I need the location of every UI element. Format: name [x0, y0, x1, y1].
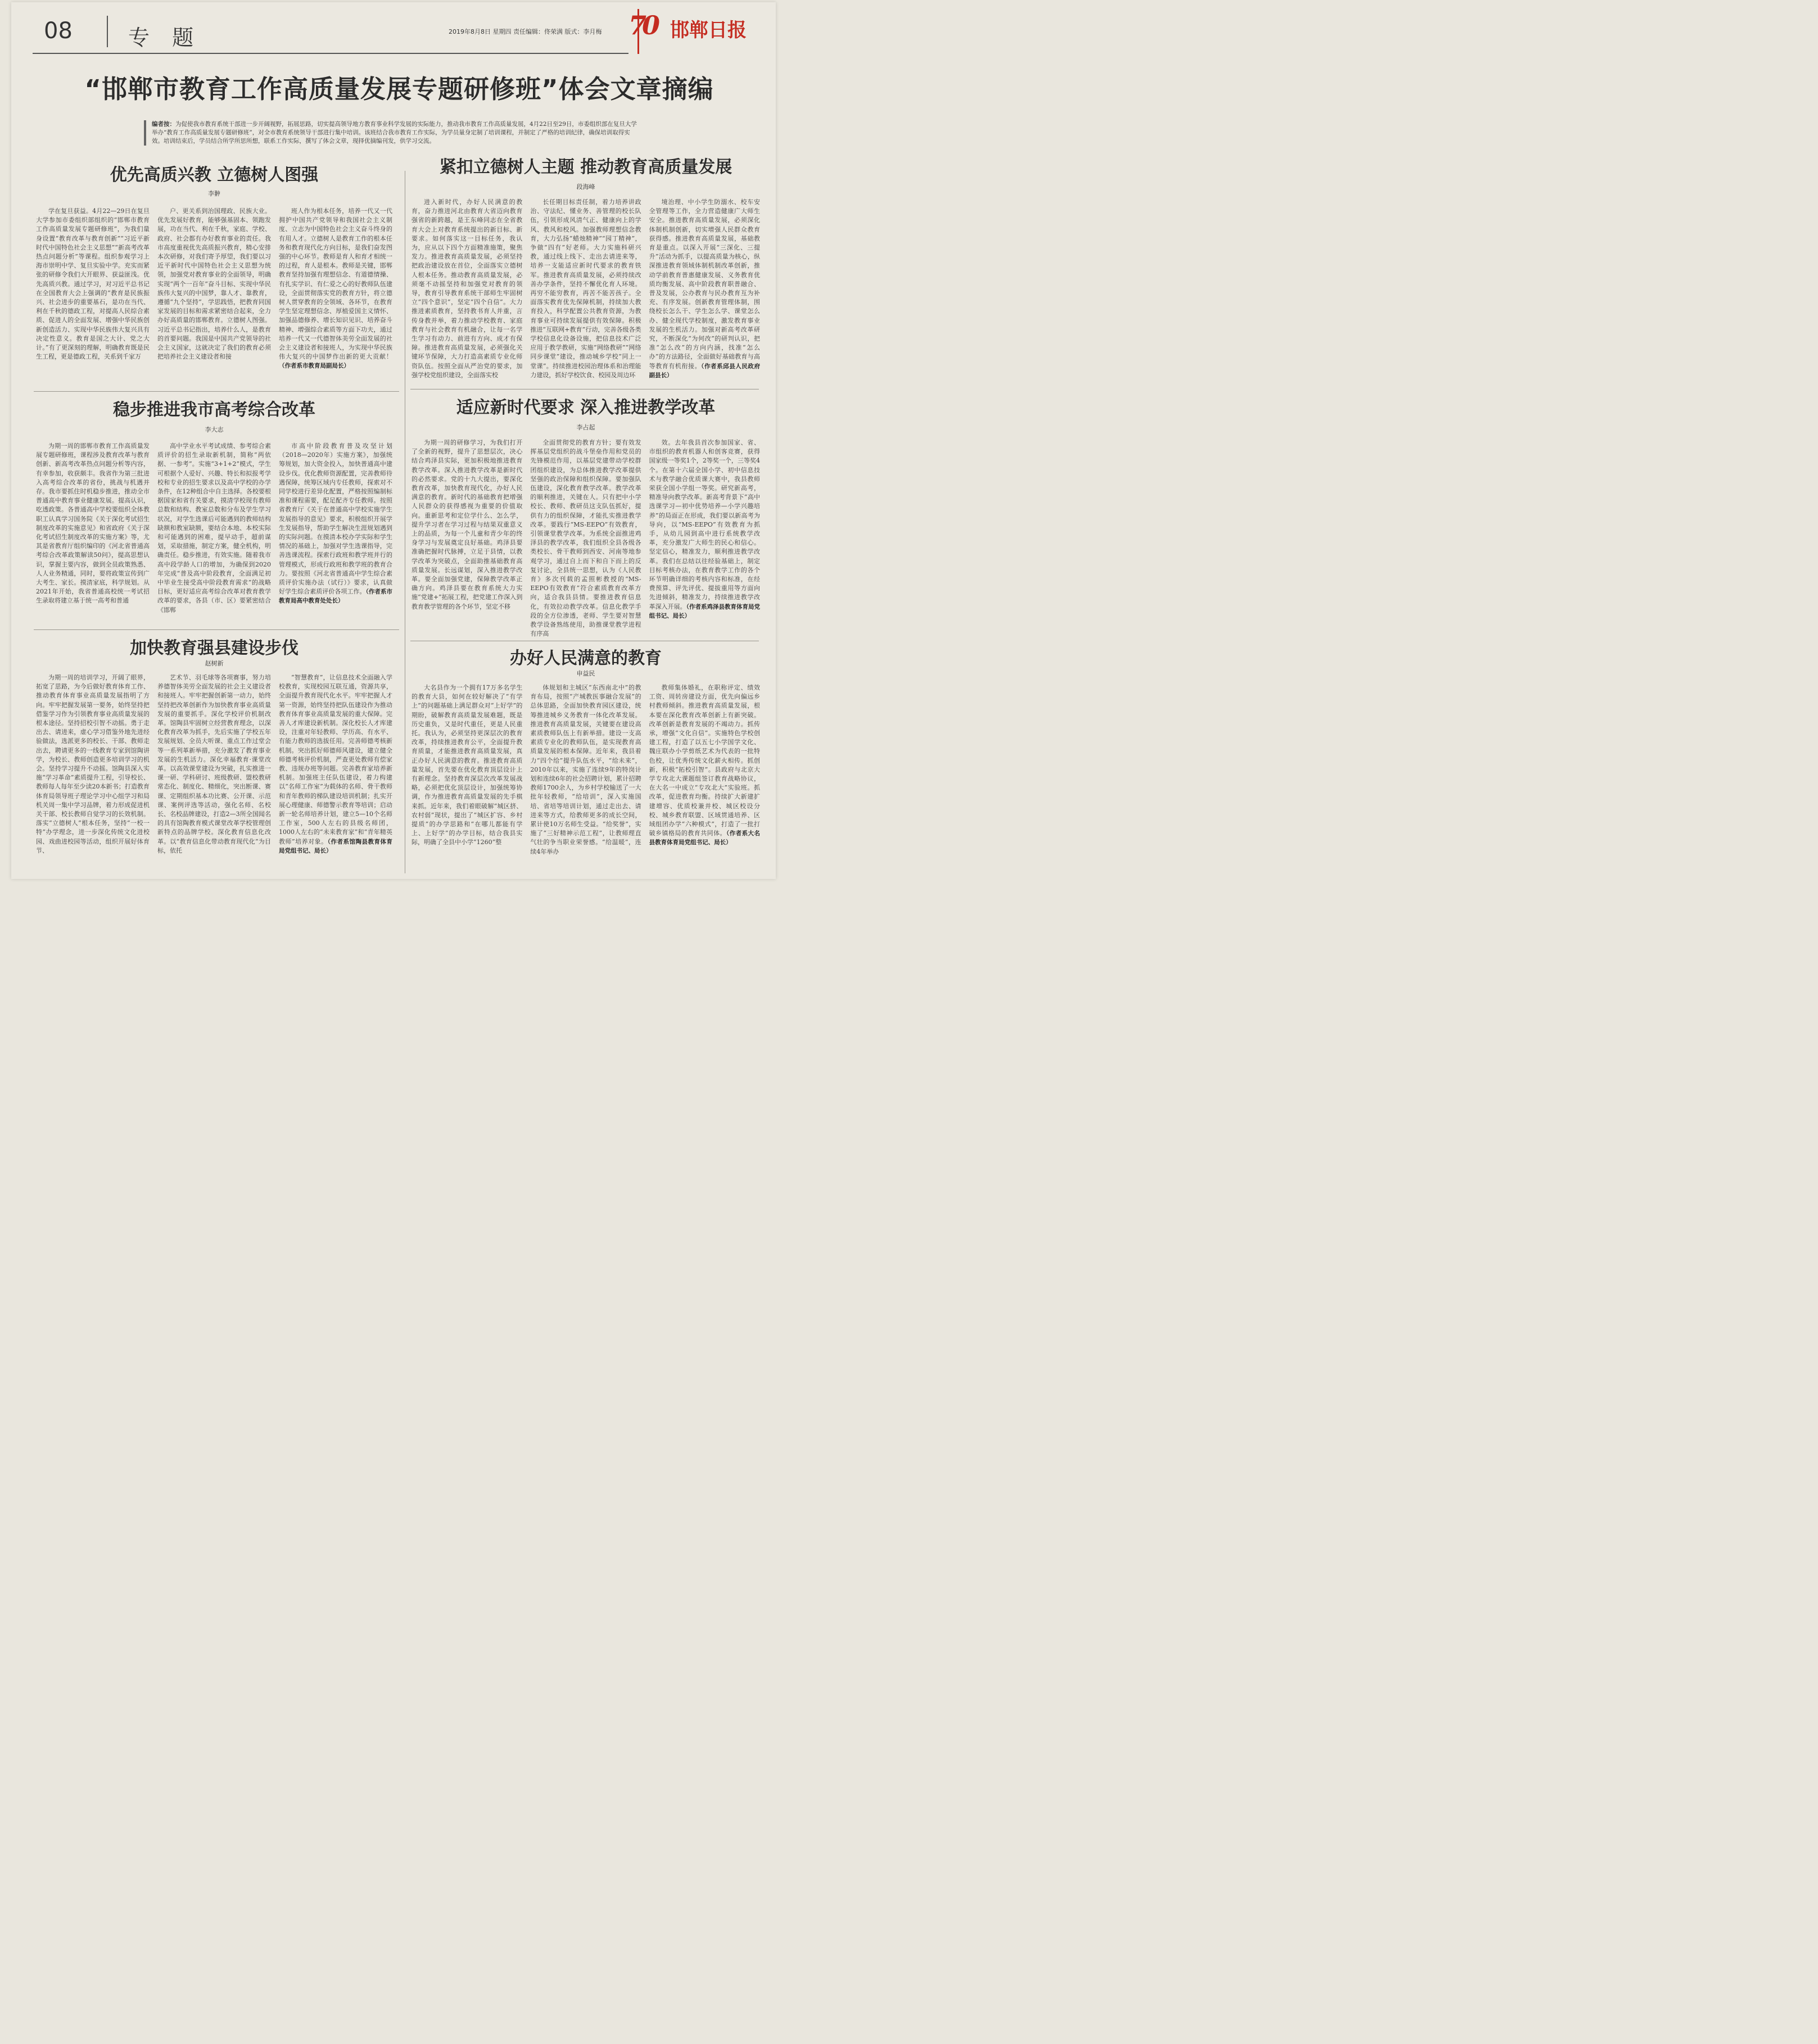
editor-note-body: 为促使我市教育系统干部进一步开阔视野，拓展思路，切实提高领导地方教育事业科学发展的实际能力，推动我市教育工作高质量发展，4月22日至29日，市委组织部在复旦大学举办“教育工作高质量发展专题研修班”，对全市教育系统领导干部进行集中培训。该班结合我市教育工作实际，为学员量身定制了培训课程，并制定了严格的培训纪律，确保培训取得实效。培训结束后，学员结合所学所思所想，联系工作实际，撰写了体会文章，现择优摘编刊发，供学习交流。 — [152, 121, 637, 144]
article-column: 艺术节、羽毛球等各项赛事，努力培养德智体美劳全面发展的社会主义建设者和接班人。牢牢把握创新第一动力，始终坚持把改革创新作为加快教育事业高质量发展的重要抓手。深化学校评价机制改革。馆陶县牢固树立经营教育理念，以深化教育改革为抓手，先后实施了学校五年发展规划、全员大听课、重点工作过堂会等一系列革新举措，充分激发了教育事业发展的生机活力。深化幸福教育·课堂改革。以高效课堂建设为突破，扎实推进一课一研、学科研讨、班级教研、盟校教研常态化、制度化、精细化，突出断课、赛课、定期组织基本功比赛、公开课、示范课、案例评选等活动，强化名师、名校长、名校品牌建设，打造2—3所全国闻名的具有馆陶教育模式课堂改革学校管理创新特点的品牌学校。深化教育信息化改革。以“教育信息化带动教育现代化”为目标，依托 — [157, 674, 271, 854]
article-column: 长任期目标责任制，着力培养讲政治、守法纪、懂业务、善管理的校长队伍，引领形成风清气正、健康向上的学风、教风和校风。加强教师理想信念教育，大力弘扬“蜡烛精神”“园丁精神”，争做“四有”好老师。大力实施科研兴教，通过线上线下、走出去请进来等，培养一支能适应新时代要求的教育铁军。推进教育高质量发展，必须持续改善办学条件，坚持不懈优化育人环境。再穷不能穷教育，再苦不能苦孩子。全面落实教育优先保障机制，持续加大教育投入，科学配置公共教育资源，为教育事业可持续发展提供有效保障。积极推进“互联网+教育”行动，完善各级各类学校信息化设备设施，把信息技术广泛应用于教学教研，实施“网络教研”“网络同步课堂”建设，推动城乡学校“同上一堂课”。持续推进校园治理体系和治理能力建设，抓好学校饮食、校园及周边环 — [530, 198, 641, 379]
article-column: 大名县作为一个拥有17万多名学生的教育大县，如何在较好解决了“有学上”的问题基础上满足群众对“上好学”的期盼，破解教育高质量发展难题，既是历史重负，又是时代重任，更是人民重托。我认为，必须坚持更深层次的教育改革，持续推进教育公平，全面提升教育质量，才能推进教育高质量发展，真正办好人民满意的教育。推进教育高质量发展，首先要在优化教育顶层设计上有新理念。坚持教育深层次改革发展战略，必须把优化顶层设计，加强统筹协调，作为推进教育高质量发展的先手棋来抓。近年来，我们着眼破解“城区挤、农村弱”现状，提出了“城区扩容、乡村提质”的办学思路和“在哪儿都能有学上、上好学”的办学目标，结合我县实际，明确了全县中小学“1260”整 — [411, 684, 523, 846]
page-headline: “邯郸市教育工作高质量发展专题研修班”体会文章摘编 — [84, 74, 714, 104]
issue-meta: 2019年8月8日 星期四 责任编辑：佟荣满 版式：李月梅 — [449, 28, 602, 35]
article-column: 境治理、中小学生防溺水、校车安全管理等工作，全力营造健康广大师生安全。推进教育高质量发展，必须深化体制机制创新，切实增强人民群众教育获得感。推进教育高质量发展，基础教育是重点。以深入开展“三深化、三提升”活动为抓手，以提高质量为核心，纵深推进教育领域体制机制改革创新，推动学前教育普惠健康发展、义务教育优质均衡发展、高中阶段教育职普融合、普及发展，公办教育与民办教育互为补充、有序发展。创新教育管理体制，围绕校长怎么干、学生怎么学、课堂怎么办、健全现代学校制度，激发教育事业发展的生机活力。加强对新高考改革研究，不断深化“为何改”的研判认识，把准“怎么改”的方向内涵，找准“怎么办”的方法路径，全面做好基础教育与高等教育有机衔接。（作者系邱县人民政府副县长） — [649, 198, 760, 379]
article-6 — [411, 644, 760, 876]
article-column: 进入新时代，办好人民满意的教育，奋力推进河北由教育大省迈向教育强省的新跨越，是王东峰同志在全省教育大会上对教育系统提出的新目标、新要求。如何落实这一目标任务，我认为，应从以下四个方面精准施策，聚焦发力。推进教育高质量发展，必须坚持把政治建设放在首位，全面落实立德树人根本任务。推动教育高质量发展，必须毫不动摇坚持和加强党对教育的领导，教育引导教育系统干部师生牢固树立“四个意识”，坚定“四个自信”。大力推进素质教育，坚持教书育人并重，言传身教并举，着力推动学校教育、家庭教育与社会教育有机融合，让每一名学生学习有动力、前进有方向、成才有保障。推进教育高质量发展，必须强化关键环节保障，大力打造高素质专业化师资队伍。按照全面从严治党的要求，加强学校党组织建设，全面落实校 — [411, 198, 523, 379]
article-body — [36, 673, 392, 874]
article-2 — [411, 153, 760, 386]
article-column: 高中学业水平考试成绩、参考综合素质评价的招生录取新机制，简称“两依据、一参考”。实施“3+1+2”模式，学生可根据个人爱好、兴趣、特长和拟报考学校和专业的招生要求以及高中学校的办学条件，在12种组合中自主选择。各校要根据国家和省有关要求，摸清学校现有教师总数和结构、教室总数和分布及学生学习状况，对学生选课后可能遇到的教师结构缺额和教室缺额，要结合本地、本校实际和可能遇到的困难，提早动手，超前谋划，采取措施，制定方案，健全机构，明确责任。稳步推进，有效实施。随着我市高中段学龄人口的增加，为确保到2020年完成“普及高中阶段教育，全面满足初中毕业生接受高中阶段教育需求”的战略目标，更好适应高考综合改革对教育教学改革的要求，各县（市、区）要紧密结合《邯郸 — [157, 442, 271, 614]
article-4 — [411, 393, 760, 638]
article-byline: （作者系邱县人民政府副县长） — [649, 362, 760, 379]
article-column: 为期一周的邯郸市教育工作高质量发展专题研修班，课程涉及教育改革与教育创新、新高考改革热点问题分析等内容，有幸参加，收获颇丰。我省作为第三批进入高考综合改革的省份，挑战与机遇并存。我市要抓住时机稳步推进，推动全市普通高中教育事业健康发展。提高认识，吃透政策。各普通高中学校要组织全体教职工认真学习国务院《关于深化考试招生制度改革的实施意见》和省政府《关于深化考试招生制度改革的实施方案》等，尤其是省教育厅组织编印的《河北省普通高考综合改革政策解读50问》，提高思想认识，掌握主要内容，做到全员政策熟悉、人人业务精通，同时，要将政策宣传到广大考生、家长。摸清家底，科学规划。从2021年开始，我省普通高校统一考试招生录取将建立基于统一高考和普通 — [36, 442, 150, 605]
article-byline: （作者系大名县教育体育局党组书记、局长） — [649, 830, 760, 846]
article-title: 紧扣立德树人主题 推动教育高质量发展 — [439, 157, 732, 177]
article-column: “智慧教育”，让信息技术全面融入学校教育，实现校园互联互通，资源共享，全面提升教育现代化水平。牢牢把握人才第一资源，始终坚持把队伍建设作为推动教育体育事业高质量发展的重大保障。完善人才库建设新机制。深化校长人才库建设，注重对年轻教师、学历高、有水平、有能力教师的选拔任用。完善师德考核新机制。突出抓好师德师风建设，建立健全师德考核评价机制，严查更处教师有偿家教、违规办班等问题。完善教育家培养新机制。加强班主任队伍建设，着力构建以“名师工作室”为载体的名师、骨干教师和青年教师的梯队建设培训机制；扎实开展心理健康、师德警示教育等培训；启动新一轮名师培养计划，建立5—10个名师工作室，500人左右的县级名师团，1000人左右的“未来教育家”和“青年精英教师”培养对象。（作者系馆陶县教育体育局党组书记、局长） — [279, 674, 392, 854]
editor-note-lead: 编者按： — [152, 121, 175, 128]
article-author: 申益民 — [576, 670, 595, 677]
editor-note — [144, 120, 641, 146]
article-column: 效。去年我县首次参加国家、省、市组织的教育机器人和创客竞赛，获得国家级一等奖1个，2等奖一个，三等奖4个。在第十六届全国小学、初中信息技术与教学融合优质课大赛中，我县教师荣获全国小学组一等奖。研究新高考，精准导向教学改革。新高考背景下“高中选课学习—初中优势培养—小学兴趣培养”的局面正在形成，我们要以新高考为导向，以“MS-EEPO”有效教育为抓手，从幼儿园到高中进行系统教学改革，充分激发广大师生的民心和信心。坚定信心，精准发力，顺利推进教学改革。我们在总结以往经验基础上，制定目标考核办法，在教育教学工作的各个环节明确详细的考核内容和标准，在经费预算、评先评优、提拔重用等方面向先进倾斜，精准发力，持续推进教学改革深入开展。（作者系鸡泽县教育体育局党组书记、局长） — [649, 439, 760, 619]
article-byline: （作者系市教育局高中教育处处长） — [279, 588, 392, 605]
logo-text: 邯郸日报 — [670, 19, 747, 42]
article-column: 体规划和主城区“东西南北中”的教育布局，按照“产城教医事融合发展”的总体思路，全面加快教育园区建设，统筹推进城乡义务教育一体化改革发展。推进教育高质量发展，关键要在建设高素质教师队伍上有新举措。建设一支高素质专业化的教师队伍，是实现教育高质量发展的根本保障。近年来，我县着力“四个给”提升队伍水平，“给未来”，2010年以来，实施了连续9年的特岗计划和连续6年的社会招聘计划，累计招聘教师1700余人，为乡村学校输送了一大批年轻教师，“给培训”，深入实施国培、省培等培训计划，通过走出去、请进来等方式，给教师更多的成长空间，累计使10万名师生受益。“给奖誉”，实施了“三好精神示范工程”，让教师理直气壮的争当职业荣誉感。“给温暖”，连续4年举办 — [530, 684, 641, 855]
article-column: 班人作为根本任务，培养一代又一代拥护中国共产党领导和我国社会主义制度、立志为中国特色社会主义奋斗终身的有用人才。立德树人是教育工作的根本任务和教育现代化方向目标，是我们奋发图强的中心环节。教师是育人和育才相统一的过程，育人是根本。教师是关键，邯郸教育坚持加强有理想信念、有道德情操、有扎实学识、有仁爱之心的好教师队伍建设，全面贯彻落实党的教育方针，将立德树人贯穿教育的全领域、各环节，在教育学生坚定理想信念、厚植爱国主义情怀、加强品德修养、增长知识见识、培养奋斗精神、增强综合素质等方面下功夫，通过培养一代又一代德智体美劳全面发展的社会主义建设者和接班人，为实现中华民族伟大复兴的中国梦作出新的更大贡献！（作者系市教育局副局长） — [279, 207, 392, 370]
masthead — [33, 8, 628, 54]
article-column: 户、更关系到治国理政、民族大业。优先发展好教育，能够强基固本、领跑发展，功在当代、利在千秋，家庭、学校、政府、社会都有办好教育事业的责任。我市高度重视优先高质振兴教育，精心安排本次研修，对我们寄予厚望，我们要以习近平新时代中国特色社会主义思想为统领，加强党对教育事业的全面领导，明确实现“两个一百年”奋斗目标、实现中华民族伟大复兴的中国梦，靠人才、靠教育，遵循“九个坚持”，学思践悟，把教育同国家发展的目标和需求紧密结合起来，全力办好高质量的邯郸教育。立德树人图强。习近平总书记指出，培养什么人，是教育的首要问题。我国是中国共产党领导的社会主义国家，这就决定了我们的教育必须把培养社会主义建设者和接 — [157, 207, 271, 361]
article-title: 加快教育强县建设步伐 — [130, 638, 299, 658]
article-column: 市高中阶段教育普及攻坚计划（2018—2020年）实施方案》，加强统筹规划，加大资金投入，加快普通高中建设步伐。优化教师资源配置，完善教师待遇保障，统筹区域内专任教师，探索对不同学校进行差异化配置，严格按照编制标准和课程需要，配足配齐专任教师。按照省教育厅《关于在普通高中学校实施学生发展指导的意见》要求，积极组织开展学生发展指导，帮助学生解决生涯规划遇到的实际问题。在摸清本校办学实际和学生情况的基础上，加强对学生选课指导，完善选课流程。探索行政班和教学班并行的管理模式，形成行政班和教学班的教育合力。要按照《河北省普通高中学生综合素质评价实施办法（试行）》要求，认真做好学生综合素质评价各项工作。（作者系市教育局高中教育处处长） — [279, 442, 392, 605]
article-body — [36, 442, 392, 625]
article-title: 适应新时代要求 深入推进教学改革 — [456, 398, 716, 418]
page-number: 08 — [44, 18, 73, 44]
article-title: 稳步推进我市高考综合改革 — [113, 400, 315, 420]
article-title: 办好人民满意的教育 — [510, 649, 662, 668]
article-body — [411, 683, 760, 874]
section-name: 专 题 — [128, 25, 202, 50]
logo-anniversary-number: 70 — [628, 10, 656, 40]
article-1 — [36, 161, 392, 388]
article-body — [36, 207, 392, 386]
article-byline: （作者系馆陶县教育体育局党组书记、局长） — [279, 838, 392, 854]
masthead-divider — [107, 16, 108, 47]
article-author: 李翀 — [208, 190, 220, 197]
article-author: 李占起 — [576, 424, 595, 431]
newspaper-logo — [628, 10, 763, 44]
article-author: 赵树新 — [205, 660, 224, 667]
article-5 — [36, 634, 392, 876]
article-author: 段海峰 — [576, 183, 595, 191]
article-body — [411, 198, 760, 384]
article-author: 李大志 — [205, 426, 224, 433]
article-title: 优先高质兴教 立德树人图强 — [110, 165, 319, 185]
article-column: 学在复旦获益。4月22—29日在复旦大学参加市委组织部组织的“邯郸市教育工作高质量发展专题研修班”，为我们量身设置“教育改革与教育创新”“习近平新时代中国特色社会主义思想”“新高考改革热点问题分析”等课程。组织参观学习上海市崇明中学、复旦实验中学。充实而紧张的研修令我们大开眼界、获益匪浅。优先高质兴教。通过学习，对习近平总书记在全国教育大会上强调的“教育是民族振兴、社会进步的重要基石，是功在当代、利在千秋的德政工程，对提高人民综合素质、促进人的全面发展、增强中华民族创新创造活力、实现中华民族伟大复兴具有决定性意义。教育是国之大计、党之大计。”有了更深刻的理解，明确教育既是民生工程，更是德政工程，关系到千家万 — [36, 207, 150, 361]
article-column: 全面贯彻党的教育方针；要有效发挥基层党组织的战斗堡垒作用和党员的先锋模范作用，以基层党建带动学校群团组织建设，为总体推进教学改革提供坚强的政治保障和组织保障。要加强队伍建设，深化教育教学改革。教学改革的顺利推进，关键在人。只有把中小学校长、教师、教研员这支队伍抓好，提供有力的组织保障，才能扎实推进教学改革。要践行“MS-EEPO”有效教育，引领课堂教学改革。为系统全面推进鸡泽县的教学改革，我们组织全县各级各类校长、骨干教师到西安、河南等地参观学习，通过自上而下和自下而上的反复讨论，全县统一思想，认为《人民教育》多次刊载的孟照彬教授的“MS-EEPO有效教育”符合素质教育改革方向，适合我县县情。要推进教育信息化，有效拉动教学改革。信息化教学手段的全方位渗透，老师、学生要对智慧教学设备熟练使用，助推课堂教学进程有序高 — [530, 439, 641, 637]
newspaper-page — [11, 2, 776, 879]
article-body — [411, 438, 760, 637]
row-divider-left-2 — [34, 629, 399, 630]
article-byline: （作者系鸡泽县教育体育局党组书记、局长） — [649, 603, 760, 619]
article-3 — [36, 396, 392, 626]
article-column: 教师集体婚礼，在职称评定、绩效工资、周转房建设方面，优先向偏远乡村教师倾斜。推进教育高质量发展，根本要在深化教育改革创新上有新突破。改革创新是教育发展的不竭动力。抓传承，增强“文化自信”。实施特色学校创建工程，打造了以五七小学国学文化、魏庄联办小学剪纸艺术为代表的一批特色校，让优秀传统文化薪火相传。抓创新，积极“拓校引智”。县政府与北京大学专攻北大课题组签订教育战略协议，在大名一中成立“专攻北大”实验班。抓改革，促进教育均衡。持续扩大新建扩建增容、优质校兼并校、城区校设分校、城乡教育联盟、区域贯通培养、区域组团办学“六种模式”，打造了一批打破乡镇格局的教育共同体。（作者系大名县教育体育局党组书记、局长） — [649, 684, 760, 846]
article-column: 为期一周的研修学习，为我们打开了全新的视野，提升了思想层次，决心结合鸡泽县实际，更加积极地推进教育教学改革。深入推进教学改革是新时代的必然要求。党的十九大提出，要深化教育改革，加快教育现代化，办好人民满意的教育。新时代的基础教育把增强人民群众的获得感视为重要的价值取向。重新思考和定位学什么、怎么学，提升学习者在学习过程与结果双重意义上的品质，为每一个儿童和青少年的终身学习与发展奠定良好基础。鸡泽县要准确把握时代脉搏，立足于县情，以教学改革为突破点，全面助推基础教育高质量发展。长远谋划，深入推进教学改革。要全面加强党建，保障教学改革正确方向。鸡泽县要在教育系统大力实施“党建+”拓展工程，把党建工作深入到教育教学管理的各个环节，坚定不移 — [411, 439, 523, 610]
article-byline: （作者系市教育局副局长） — [279, 362, 350, 370]
row-divider-left-1 — [34, 391, 399, 392]
article-column: 为期一周的培训学习，开阔了眼界，拓宽了思路，为今后做好教育体育工作、推动教育体育事业高质量发展指明了方向。牢牢把握发展第一要务，始终坚持把借鉴学习作为引领教育事业高质量发展的根本途径。坚持招校引智不动摇。勇于走出去、请进来，虚心学习借鉴外地先进经验做法，选派更多的校长、干部、教师走出去，聘请更多的一线教育专家到馆陶讲学，为校长、教师创造更多培训学习的机会。坚持学习提升不动摇。馆陶县深入实施“学习革命”素质提升工程，引导校长、教师每人每年至少读20本新书；打造教育体育局领导班子理论学习中心组学习和局机关周一集中学习品牌，着力形成促进机关干部、校长教师自觉学习的长效机制。落实“立德树人”根本任务，坚持“一校一特”办学理念，进一步深化传统文化进校园、戏曲进校园等活动，组织开展好体育节、 — [36, 674, 150, 854]
